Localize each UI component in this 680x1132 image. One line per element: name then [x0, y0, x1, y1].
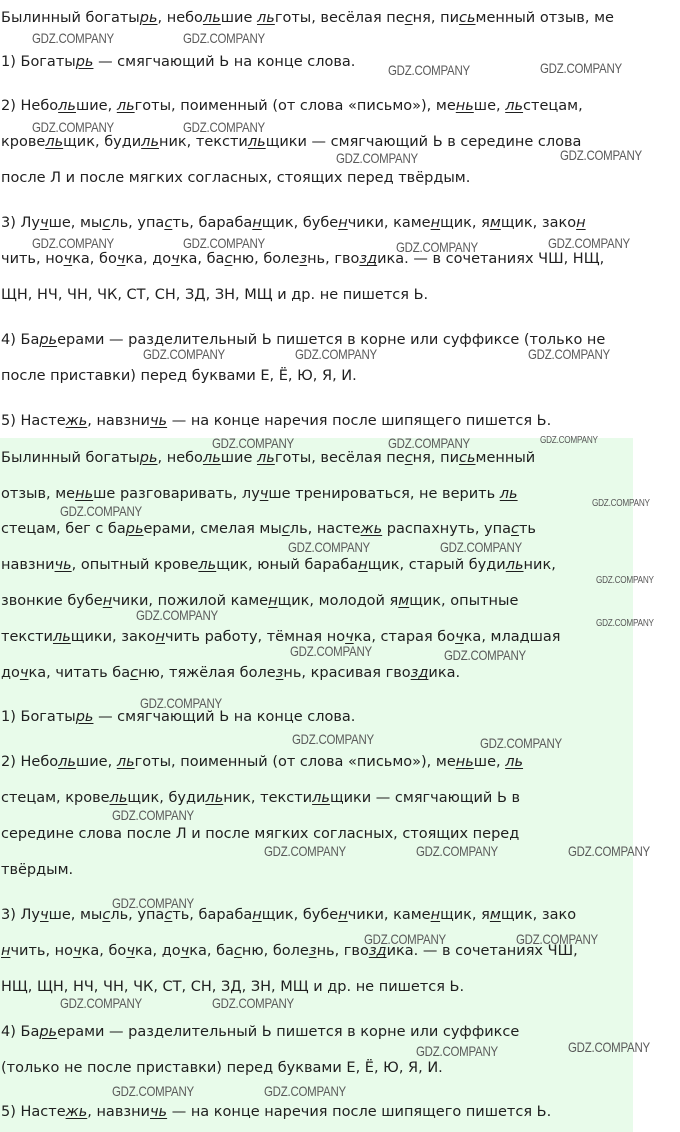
orthogram: рь	[75, 709, 94, 725]
watermark-text: GDZ.COMPANY	[548, 235, 630, 251]
text-line: 2) Небольшие, льготы, поименный (от слова «письмо»), меньше, льстецам,	[1, 98, 583, 114]
orthogram: рь	[75, 54, 94, 70]
orthogram: ч	[180, 943, 190, 959]
watermark-text: GDZ.COMPANY	[212, 435, 294, 451]
text-line: 1) Богатырь — смягчающий Ь на конце слова.	[1, 54, 356, 70]
orthogram: м	[489, 215, 501, 231]
orthogram: с	[102, 215, 111, 231]
orthogram: ль	[205, 790, 224, 806]
orthogram: с	[224, 251, 233, 267]
orthogram: ч	[259, 486, 269, 502]
orthogram: ч	[63, 251, 73, 267]
orthogram: жь	[65, 1104, 88, 1120]
watermark-text: GDZ.COMPANY	[212, 995, 294, 1011]
text-line: ЩН, НЧ, ЧН, ЧК, СТ, СН, ЗД, ЗН, МЩ и др. не пишется Ь.	[1, 287, 429, 303]
orthogram: зд	[368, 943, 387, 959]
watermark-text: GDZ.COMPANY	[560, 147, 642, 163]
watermark-text: GDZ.COMPANY	[596, 575, 654, 586]
watermark-text: GDZ.COMPANY	[60, 995, 142, 1011]
watermark-text: GDZ.COMPANY	[264, 1083, 346, 1099]
orthogram: ль	[141, 134, 159, 150]
orthogram: рь	[139, 450, 158, 466]
watermark-text: GDZ.COMPANY	[32, 235, 114, 251]
orthogram: н	[576, 215, 586, 231]
orthogram: ль	[499, 486, 518, 502]
watermark-text: GDZ.COMPANY	[112, 1083, 194, 1099]
orthogram: ль	[198, 557, 217, 573]
orthogram: рь	[125, 521, 144, 537]
orthogram: ч	[39, 907, 49, 923]
orthogram: ч	[73, 943, 82, 959]
orthogram: н	[358, 557, 368, 573]
watermark-text: GDZ.COMPANY	[183, 119, 265, 135]
watermark-text: GDZ.COMPANY	[396, 239, 478, 255]
orthogram: ль	[257, 450, 275, 466]
orthogram: ль	[202, 450, 221, 466]
orthogram: зд	[410, 665, 429, 681]
answer-line: 1) Богатырь — смягчающий Ь на конце слова.	[1, 709, 356, 725]
answer-line: текстильщики, закончить работу, тёмная ночка, старая бочка, младшая	[1, 629, 561, 645]
answer-line: 2) Небольшие, льготы, поименный (от слова «письмо»), меньше, ль	[1, 754, 524, 770]
orthogram: н	[338, 215, 348, 231]
watermark-text: GDZ.COMPANY	[540, 435, 598, 446]
orthogram: з	[299, 251, 308, 267]
answer-line: 5) Настежь, навзничь — на конце наречия после шипящего пишется Ь.	[1, 1104, 552, 1120]
watermark-text: GDZ.COMPANY	[183, 235, 265, 251]
orthogram: ль	[505, 754, 524, 770]
orthogram: ль	[116, 754, 135, 770]
watermark-text: GDZ.COMPANY	[416, 843, 498, 859]
watermark-text: GDZ.COMPANY	[540, 60, 622, 76]
answer-line: НЩ, ЩН, НЧ, ЧН, ЧК, СТ, СН, ЗД, ЗН, МЩ и др. не пишется Ь.	[1, 979, 465, 995]
text-line: после приставки) перед буквами Е, Ё, Ю, Я, И.	[1, 368, 357, 384]
orthogram: ль	[312, 790, 330, 806]
watermark-text: GDZ.COMPANY	[264, 843, 346, 859]
orthogram: м	[489, 907, 501, 923]
watermark-text: GDZ.COMPANY	[444, 647, 526, 663]
text-line: 3) Лучше, мысль, упасть, барабанщик, бубенчики, каменщик, ямщик, закон	[1, 215, 586, 231]
watermark-text: GDZ.COMPANY	[516, 931, 598, 947]
watermark-text: GDZ.COMPANY	[568, 1039, 650, 1055]
answer-line: Былинный богатырь, небольшие льготы, весёлая песня, письменный	[1, 450, 536, 466]
text-line: чить, ночка, бочка, дочка, басню, болезнь, гвоздика. — в сочетаниях ЧШ, НЩ,	[1, 251, 605, 267]
orthogram: ч	[345, 629, 354, 645]
orthogram: н	[252, 215, 262, 231]
watermark-text: GDZ.COMPANY	[183, 30, 265, 46]
orthogram: н	[338, 907, 348, 923]
orthogram: рь	[39, 332, 58, 348]
orthogram: с	[164, 907, 173, 923]
orthogram: чь	[54, 557, 72, 573]
orthogram: жь	[360, 521, 383, 537]
orthogram: нь	[455, 754, 474, 770]
orthogram: с	[164, 215, 173, 231]
watermark-text: GDZ.COMPANY	[440, 539, 522, 555]
watermark-text: GDZ.COMPANY	[295, 346, 377, 362]
text-line: Былинный богатырь, небольшие льготы, весёлая песня, письменный отзыв, ме	[1, 10, 614, 26]
watermark-text: GDZ.COMPANY	[416, 1043, 498, 1059]
answer-line: дочка, читать басню, тяжёлая болезнь, красивая гвоздика.	[1, 665, 461, 681]
answer-line: нчить, ночка, бочка, дочка, басню, болезнь, гвоздика. — в сочетаниях ЧШ,	[1, 943, 578, 959]
orthogram: ч	[455, 629, 464, 645]
answer-line: стецам, кровельщик, будильник, текстильщики — смягчающий Ь в	[1, 790, 521, 806]
orthogram: с	[281, 521, 290, 537]
orthogram: м	[398, 593, 410, 609]
orthogram: ль	[116, 98, 135, 114]
orthogram: с	[404, 450, 413, 466]
watermark-text: GDZ.COMPANY	[388, 62, 470, 78]
watermark-text: GDZ.COMPANY	[568, 843, 650, 859]
text-line: 4) Барьерами — разделительный Ь пишется в корне или суффиксе (только не	[1, 332, 606, 348]
orthogram: ль	[247, 134, 266, 150]
orthogram: жь	[65, 413, 88, 429]
watermark-text: GDZ.COMPANY	[388, 435, 470, 451]
orthogram: с	[130, 665, 139, 681]
answer-line: 3) Лучше, мысль, упасть, барабанщик, бубенчики, каменщик, ямщик, зако	[1, 907, 577, 923]
orthogram: чь	[149, 413, 168, 429]
orthogram: з	[308, 943, 317, 959]
orthogram: ль	[202, 10, 221, 26]
orthogram: ль	[109, 790, 128, 806]
orthogram: ч	[19, 665, 29, 681]
watermark-text: GDZ.COMPANY	[528, 346, 610, 362]
orthogram: ль	[58, 754, 76, 770]
orthogram: з	[275, 665, 284, 681]
watermark-text: GDZ.COMPANY	[112, 807, 194, 823]
orthogram: сь	[459, 450, 476, 466]
orthogram: рь	[139, 10, 158, 26]
watermark-text: GDZ.COMPANY	[292, 731, 374, 747]
orthogram: н	[430, 215, 441, 231]
orthogram: ч	[171, 251, 180, 267]
answer-line: середине слова после Л и после мягких согласных, стоящих перед	[1, 826, 520, 842]
watermark-text: GDZ.COMPANY	[143, 346, 225, 362]
answer-line: стецам, бег с барьерами, смелая мысль, настежь распахнуть, упасть	[1, 521, 536, 537]
watermark-text: GDZ.COMPANY	[60, 503, 142, 519]
orthogram: ль	[52, 629, 71, 645]
orthogram: н	[252, 907, 262, 923]
answer-line: 4) Барьерами — разделительный Ь пишется в корне или суффиксе	[1, 1024, 520, 1040]
orthogram: чь	[149, 1104, 168, 1120]
text-line: кровельщик, будильник, текстильщики — смягчающий Ь в середине слова	[1, 134, 582, 150]
answer-line: звонкие бубенчики, пожилой каменщик, молодой ямщик, опытные	[1, 593, 519, 609]
answer-line: навзничь, опытный кровельщик, юный барабанщик, старый будильник,	[1, 557, 556, 573]
orthogram: нь	[75, 486, 94, 502]
orthogram: н	[102, 593, 113, 609]
orthogram: ль	[257, 10, 275, 26]
orthogram: с	[102, 907, 111, 923]
watermark-text: GDZ.COMPANY	[290, 643, 372, 659]
text-line: после Л и после мягких согласных, стоящих перед твёрдым.	[1, 170, 471, 186]
watermark-text: GDZ.COMPANY	[592, 498, 650, 509]
watermark-text: GDZ.COMPANY	[32, 30, 114, 46]
answer-line: твёрдым.	[1, 862, 74, 878]
orthogram: ль	[45, 134, 64, 150]
orthogram: сь	[459, 10, 476, 26]
orthogram: н	[430, 907, 441, 923]
orthogram: нь	[455, 98, 474, 114]
orthogram: с	[511, 521, 519, 537]
watermark-text: GDZ.COMPANY	[480, 735, 562, 751]
orthogram: с	[404, 10, 413, 26]
answer-line: (только не после приставки) перед буквами Е, Ё, Ю, Я, И.	[1, 1060, 443, 1076]
watermark-text: GDZ.COMPANY	[364, 931, 446, 947]
watermark-text: GDZ.COMPANY	[288, 539, 370, 555]
orthogram: ч	[39, 215, 49, 231]
watermark-text: GDZ.COMPANY	[112, 895, 194, 911]
orthogram: н	[268, 593, 278, 609]
orthogram: н	[155, 629, 165, 645]
orthogram: ль	[58, 98, 76, 114]
orthogram: ль	[505, 98, 524, 114]
orthogram: н	[1, 943, 11, 959]
watermark-text: GDZ.COMPANY	[596, 618, 654, 629]
answer-line: отзыв, меньше разговаривать, лучше тренироваться, не верить ль	[1, 486, 518, 502]
orthogram: ль	[505, 557, 524, 573]
orthogram: зд	[359, 251, 378, 267]
orthogram: рь	[39, 1024, 58, 1040]
watermark-text: GDZ.COMPANY	[136, 607, 218, 623]
orthogram: с	[233, 943, 242, 959]
orthogram: ч	[126, 943, 135, 959]
watermark-text: GDZ.COMPANY	[140, 695, 222, 711]
orthogram: ч	[116, 251, 126, 267]
text-line: 5) Настежь, навзничь — на конце наречия после шипящего пишется Ь.	[1, 413, 552, 429]
watermark-text: GDZ.COMPANY	[32, 119, 114, 135]
watermark-text: GDZ.COMPANY	[336, 150, 418, 166]
